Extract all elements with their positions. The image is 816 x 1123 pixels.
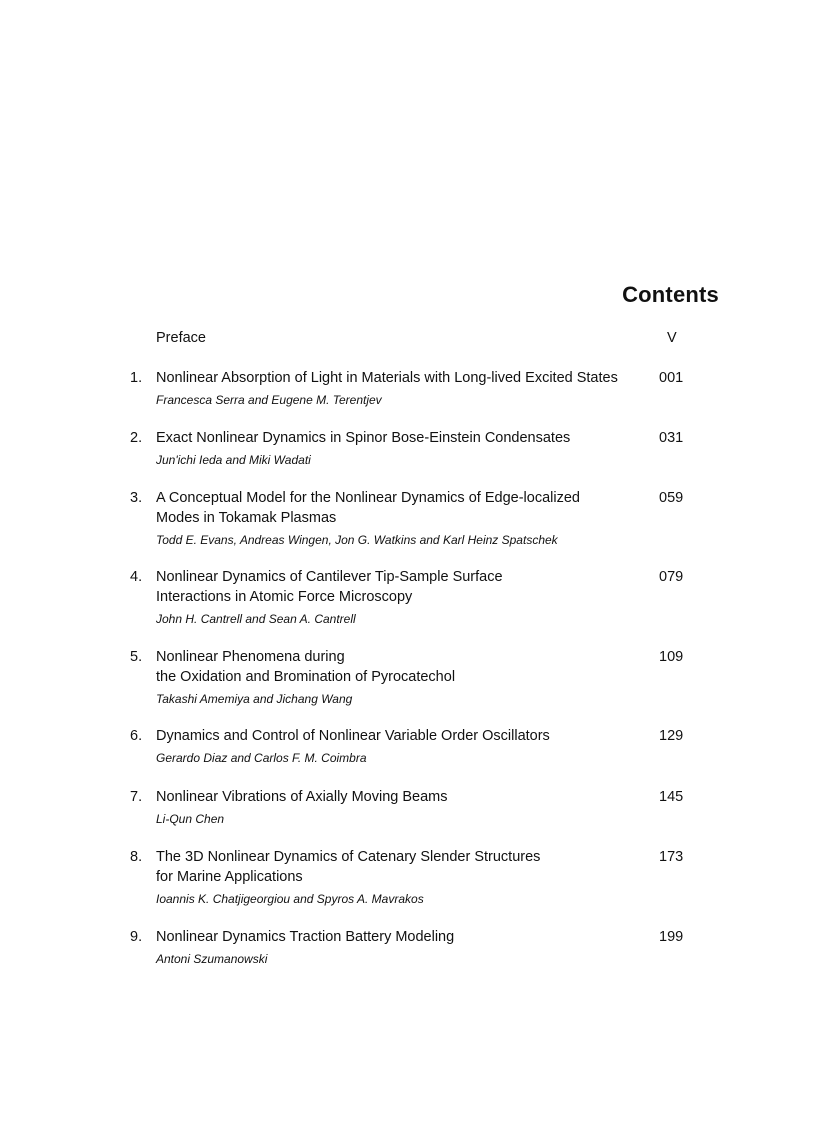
chapter-page-number: 031 xyxy=(659,430,684,446)
chapter-authors: Takashi Amemiya and Jichang Wang xyxy=(156,692,353,706)
chapter-number: 6. xyxy=(130,728,143,744)
chapter-title: Nonlinear Absorption of Light in Materials with Long-lived Excited States xyxy=(156,370,618,386)
chapter-page-number: 059 xyxy=(659,490,684,506)
chapter-page-number: 001 xyxy=(659,370,684,386)
chapter-title-continuation: Modes in Tokamak Plasmas xyxy=(156,510,337,526)
chapter-page-number: 079 xyxy=(659,569,684,585)
chapter-title: Nonlinear Dynamics of Cantilever Tip-Sample Surface xyxy=(156,569,503,585)
preface-page-number: V xyxy=(667,330,677,346)
chapter-number: 7. xyxy=(130,789,143,805)
chapter-title: Nonlinear Dynamics Traction Battery Modeling xyxy=(156,929,455,945)
chapter-title: Dynamics and Control of Nonlinear Variable Order Oscillators xyxy=(156,728,550,744)
chapter-title-continuation: Interactions in Atomic Force Microscopy xyxy=(156,589,413,605)
chapter-page-number: 173 xyxy=(659,849,684,865)
preface-title: Preface xyxy=(156,330,206,346)
chapter-title: The 3D Nonlinear Dynamics of Catenary Slender Structures xyxy=(156,849,541,865)
chapter-title: Exact Nonlinear Dynamics in Spinor Bose-Einstein Condensates xyxy=(156,430,571,446)
chapter-number: 9. xyxy=(130,929,143,945)
chapter-page-number: 145 xyxy=(659,789,684,805)
chapter-title: A Conceptual Model for the Nonlinear Dynamics of Edge-localized xyxy=(156,490,580,506)
chapter-title: Nonlinear Phenomena during xyxy=(156,649,345,665)
chapter-title-continuation: the Oxidation and Bromination of Pyrocatechol xyxy=(156,669,456,685)
chapter-number: 4. xyxy=(130,569,143,585)
chapter-number: 3. xyxy=(130,490,143,506)
chapter-authors: Todd E. Evans, Andreas Wingen, Jon G. Watkins and Karl Heinz Spatschek xyxy=(156,533,558,547)
chapter-title-continuation: for Marine Applications xyxy=(156,869,303,885)
page-title: Contents xyxy=(622,282,719,307)
chapter-authors: Li-Qun Chen xyxy=(156,812,225,826)
chapter-authors: Jun'ichi Ieda and Miki Wadati xyxy=(156,453,311,467)
chapter-authors: Gerardo Diaz and Carlos F. M. Coimbra xyxy=(156,751,367,765)
chapter-number: 2. xyxy=(130,430,143,446)
chapter-page-number: 109 xyxy=(659,649,684,665)
chapter-page-number: 199 xyxy=(659,929,684,945)
chapter-number: 1. xyxy=(130,370,143,386)
chapter-page-number: 129 xyxy=(659,728,684,744)
chapter-authors: Antoni Szumanowski xyxy=(156,952,268,966)
chapter-authors: John H. Cantrell and Sean A. Cantrell xyxy=(156,612,356,626)
chapter-number: 5. xyxy=(130,649,143,665)
chapter-title: Nonlinear Vibrations of Axially Moving Beams xyxy=(156,789,448,805)
chapter-authors: Francesca Serra and Eugene M. Terentjev xyxy=(156,393,382,407)
chapter-number: 8. xyxy=(130,849,143,865)
chapter-authors: Ioannis K. Chatjigeorgiou and Spyros A. Mavrakos xyxy=(156,892,424,906)
